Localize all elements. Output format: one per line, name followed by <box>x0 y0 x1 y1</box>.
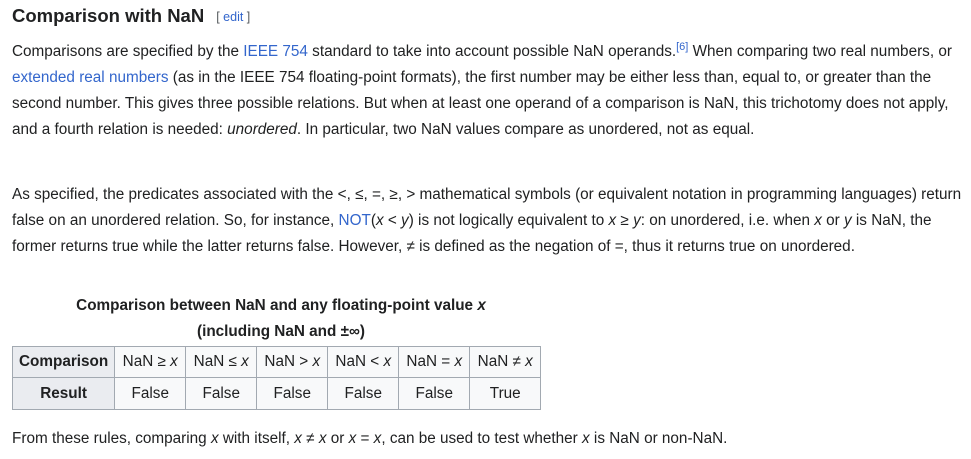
var-x: x <box>814 211 822 229</box>
var-y: y <box>633 211 641 229</box>
comparison-op: NaN ≤ <box>193 353 242 370</box>
var-x: x <box>454 353 463 370</box>
var-x: x <box>608 211 617 229</box>
var-x: x <box>582 430 590 447</box>
paragraph-1 <box>12 39 962 143</box>
table-caption <box>12 293 550 345</box>
extended-real-numbers-link[interactable]: extended real numbers <box>12 68 169 86</box>
p3-text-3: ≠ <box>301 430 319 447</box>
edit-section <box>216 10 250 24</box>
var-x: x <box>348 430 357 447</box>
comparison-cell <box>186 347 257 378</box>
section-title: Comparison with NaN <box>12 5 205 26</box>
comparison-header: Comparison <box>13 347 115 378</box>
comparison-op: NaN ≠ <box>477 353 526 370</box>
reference-6 <box>676 41 688 53</box>
var-x: x <box>383 353 392 370</box>
var-y: y <box>844 211 852 229</box>
reference-6-link[interactable]: [6] <box>676 41 689 53</box>
table-row-comparison <box>13 347 541 378</box>
p3-text-5: = <box>356 430 374 447</box>
var-x: x <box>294 430 302 447</box>
comparison-cell <box>328 347 399 378</box>
result-cell: False <box>399 378 470 410</box>
p2-text-8: is NaN, the former returns true while the latter returns false. However, ≠ is defined as the negation of =, thus it returns true on unordered. <box>12 211 932 255</box>
var-y: y <box>401 211 409 229</box>
p1-text-5: . In particular, two NaN values compare as unordered, not as equal. <box>296 120 755 138</box>
table-row-result <box>13 378 541 410</box>
ieee-754-link[interactable]: IEEE 754 <box>243 43 308 60</box>
var-x: x <box>170 353 178 370</box>
comparison-cell <box>115 347 186 378</box>
var-x: x <box>525 353 533 370</box>
p3-text-1: From these rules, comparing <box>12 430 211 447</box>
nan-comparison-table <box>12 346 541 410</box>
var-x: x <box>312 353 321 370</box>
p2-text-5: ≥ <box>616 211 634 229</box>
var-x: x <box>373 430 382 447</box>
section-heading <box>12 4 250 29</box>
p2-text-7: or <box>821 211 844 229</box>
p2-text-3: < <box>383 211 402 229</box>
result-cell: False <box>257 378 328 410</box>
edit-bracket-open: [ <box>216 10 224 24</box>
result-cell: False <box>115 378 186 410</box>
comparison-op: NaN = <box>406 353 455 370</box>
p2-text-2: ( <box>370 211 376 229</box>
caption-line-1: Comparison between NaN and any floating-point value <box>76 297 478 314</box>
result-cell: True <box>470 378 541 410</box>
paragraph-3 <box>12 426 962 452</box>
p1-text-2: standard to take into account possible NaN operands. <box>307 43 677 60</box>
var-x: x <box>241 353 249 370</box>
unordered-emphasis: unordered <box>227 120 297 138</box>
p1-text-3: When comparing two real numbers, or <box>688 43 952 60</box>
p2-text-6: : on unordered, i.e. when <box>640 211 815 229</box>
var-x: x <box>210 430 219 447</box>
caption-line-2: (including NaN and ±∞) <box>196 323 365 340</box>
p2-text-1: As specified, the predicates associated with the <, ≤, =, ≥, > mathematical symbols (or equivalent notation in programming languages) return false on an unordered relation. So, for instance, <box>12 186 962 229</box>
result-cell: False <box>328 378 399 410</box>
not-link[interactable]: NOT <box>338 211 371 229</box>
var-x: x <box>318 430 327 447</box>
comparison-cell <box>257 347 328 378</box>
p3-text-7: is NaN or non-NaN. <box>589 430 728 447</box>
p3-text-2: with itself, <box>218 430 295 447</box>
caption-var-x: x <box>477 297 486 314</box>
result-cell: False <box>186 378 257 410</box>
p1-text-1: Comparisons are specified by the <box>12 43 244 60</box>
result-header: Result <box>13 378 115 410</box>
p3-text-4: or <box>326 430 349 447</box>
comparison-op: NaN < <box>335 353 384 370</box>
comparison-op: NaN ≥ <box>122 353 171 370</box>
comparison-cell <box>470 347 541 378</box>
p2-text-4: ) is not logically equivalent to <box>408 211 609 229</box>
edit-link[interactable]: edit <box>223 10 244 24</box>
paragraph-2 <box>12 182 962 260</box>
p1-text-4: (as in the IEEE 754 floating-point formats), the first number may be either less than, equal to, or greater than the second number. This gives three possible relations. But when at least one operand of a comparison is NaN, this trichotomy does not apply, and a fourth relation is needed: <box>12 68 949 138</box>
comparison-cell <box>399 347 470 378</box>
p3-text-6: , can be used to test whether <box>381 430 583 447</box>
edit-bracket-close: ] <box>243 10 251 24</box>
comparison-op: NaN > <box>264 353 313 370</box>
var-x: x <box>375 211 384 229</box>
